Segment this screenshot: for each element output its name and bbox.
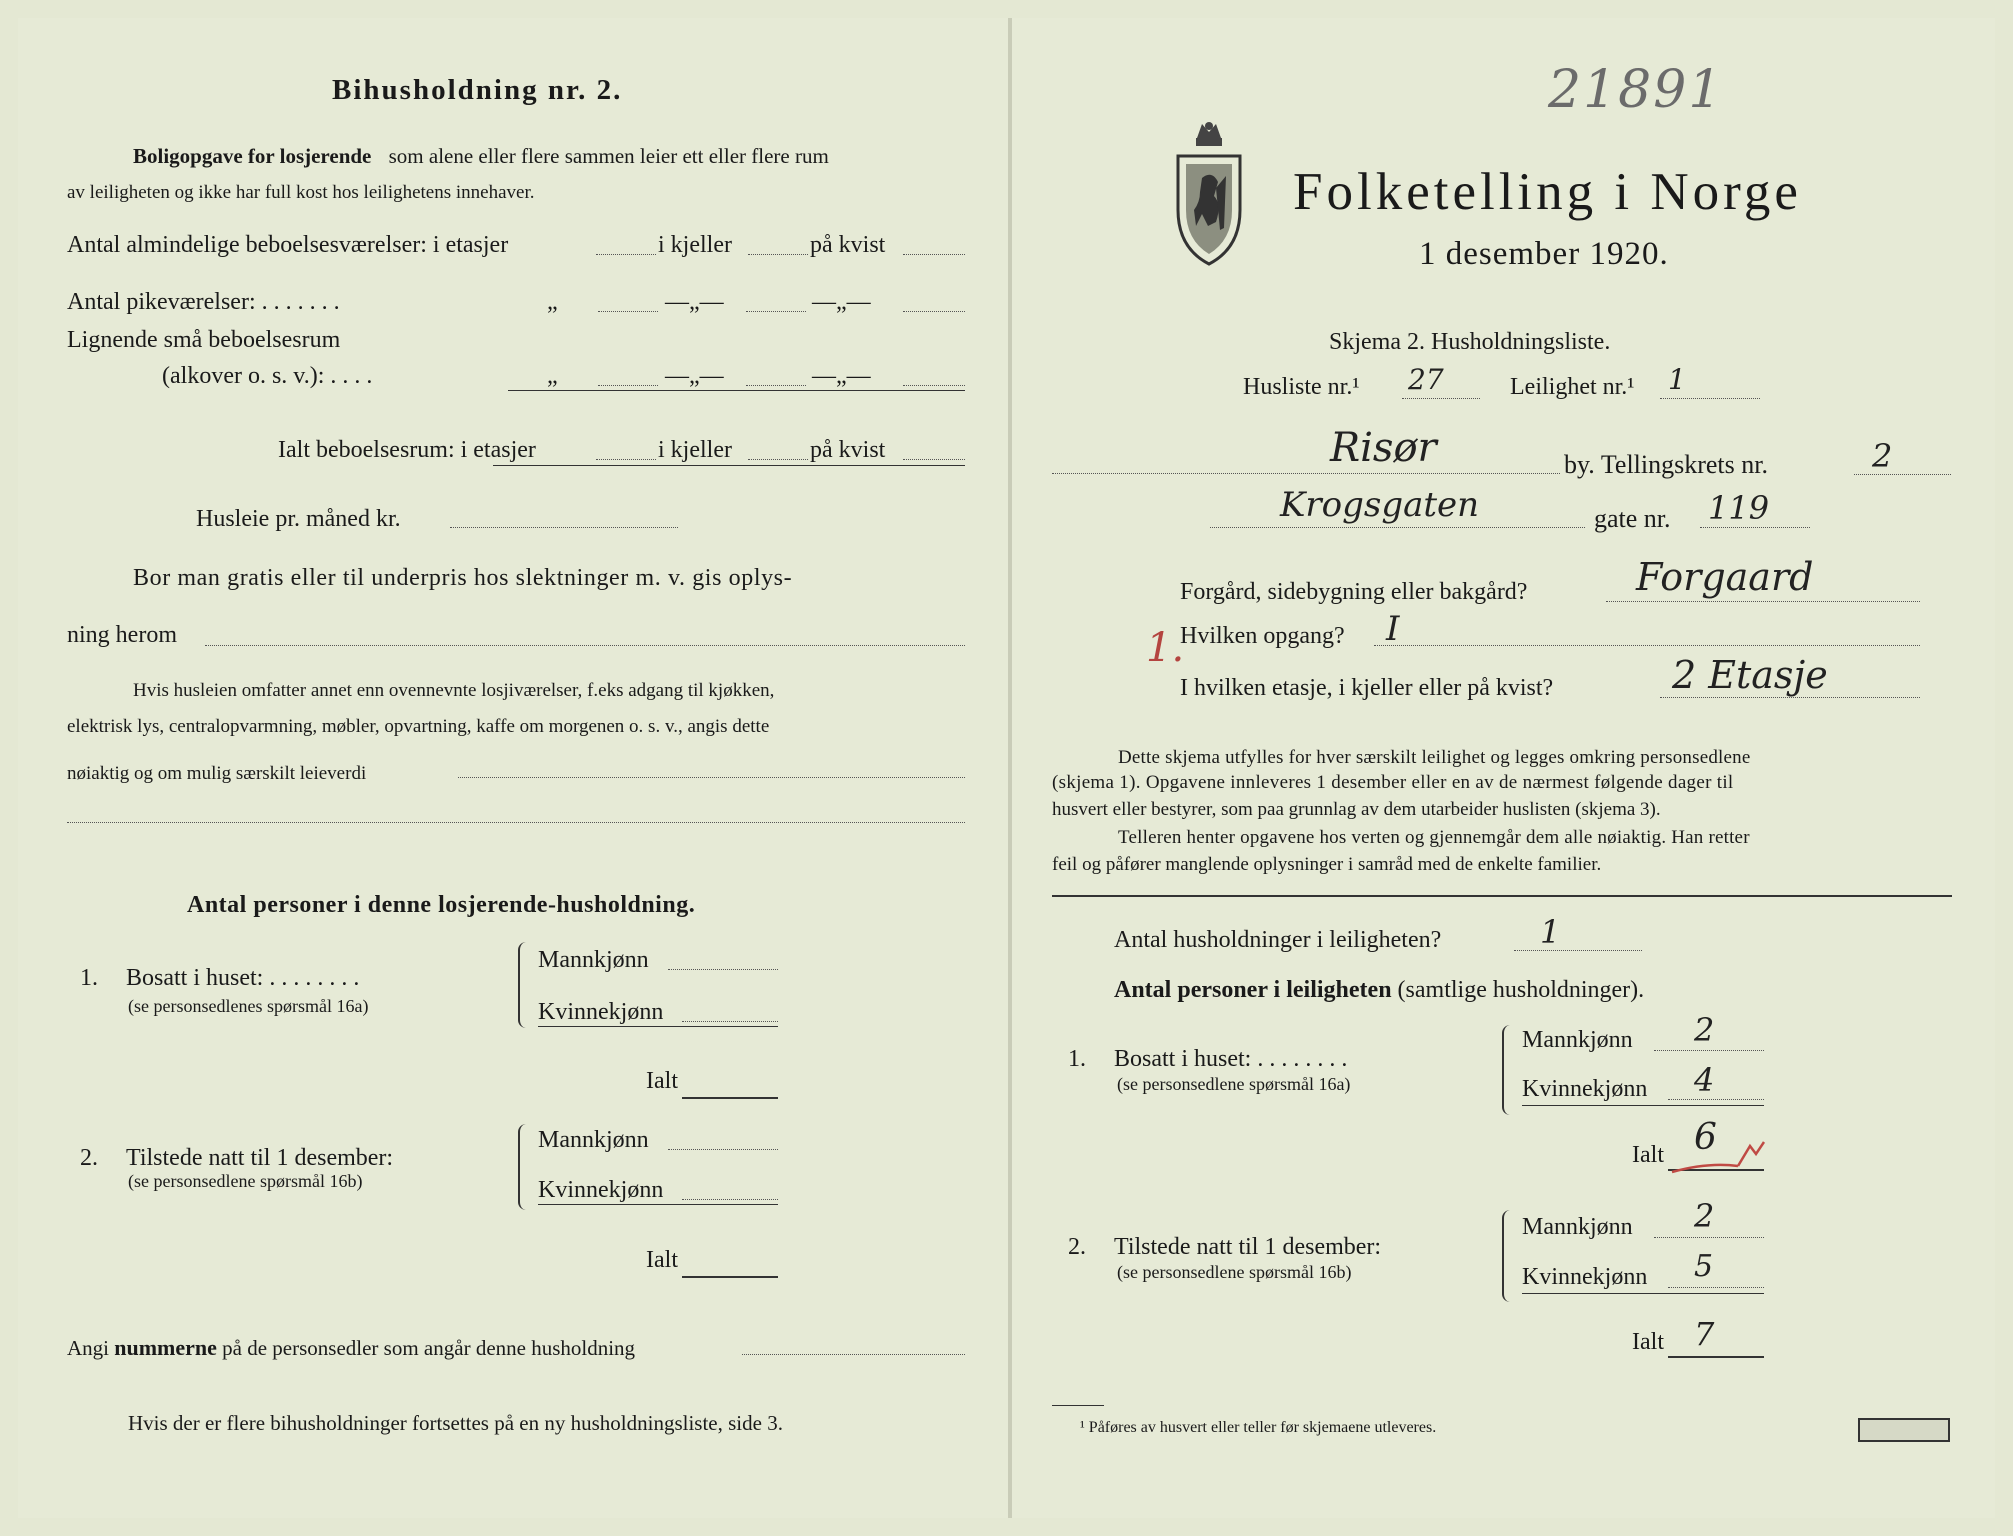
gate-value: 119 [1708, 489, 1770, 527]
row3-ditto-2: —„— [665, 363, 724, 389]
intro-line-1 [133, 146, 829, 167]
left-q1-m-line [668, 969, 778, 970]
row1-kjeller: i kjeller [658, 232, 732, 258]
included-line-3-dots [458, 777, 965, 778]
left-q2-brace [518, 1124, 534, 1210]
red-correction-mark [1668, 1140, 1768, 1180]
left-q2-total-label: Ialt [646, 1247, 678, 1273]
right-q1-brace [1502, 1025, 1518, 1115]
free-line [205, 645, 965, 646]
left-q1-k-label: Kvinnekjønn [538, 999, 664, 1025]
printer-mark-icon [1858, 1418, 1950, 1442]
free-line-2: ning herom [67, 622, 177, 648]
right-q1-label: Bosatt i huset: . . . . . . . . [1114, 1046, 1348, 1072]
right-q2-k-label: Kvinnekjønn [1522, 1264, 1648, 1290]
by-label: by. Tellingskrets nr. [1564, 450, 1769, 479]
husholdninger-label: Antal husholdninger i leiligheten? [1114, 927, 1442, 953]
left-q1-label: Bosatt i huset: . . . . . . . . [126, 965, 360, 991]
right-q2-m-value: 2 [1694, 1197, 1715, 1235]
opgang-line [1374, 645, 1920, 646]
row4-kjeller-line [748, 459, 808, 460]
right-q2-total-line [1668, 1356, 1764, 1358]
left-title: Bihusholdning nr. 2. [332, 74, 623, 106]
row3-label-2: (alkover o. s. v.): . . . . [162, 363, 373, 389]
instruction-line-3: husvert eller bestyrer, som paa grunnlag av dem utarbeider huslisten (skjema 3). [1052, 799, 1661, 820]
right-q2-total-value: 7 [1694, 1315, 1715, 1353]
row2-line-3 [903, 311, 965, 312]
gate-label: gate nr. [1594, 504, 1671, 533]
row2-line-2 [746, 311, 806, 312]
rent-line [450, 527, 678, 528]
gate-line [1700, 527, 1810, 528]
left-q1-brace [518, 942, 534, 1028]
rent-label: Husleie pr. måned kr. [196, 506, 401, 532]
margin-mark: 1. [1146, 625, 1185, 671]
row2-ditto-1: „ [547, 289, 558, 315]
right-title: Folketelling i Norge [1293, 163, 1802, 221]
left-q2-m-line [668, 1149, 778, 1150]
right-q1-k-label: Kvinnekjønn [1522, 1076, 1648, 1102]
row1-label: Antal almindelige beboelsesværelser: i etasjer [67, 232, 509, 258]
included-extra-line [67, 822, 965, 823]
right-q2-total-label: Ialt [1632, 1329, 1664, 1355]
left-q1-m-label: Mannkjønn [538, 947, 649, 973]
row4-kvist: på kvist [810, 437, 886, 463]
row3-line-2 [746, 385, 806, 386]
intro-rest-1: som alene eller flere sammen leier ett eller flere rum [388, 144, 829, 168]
row4-label: Ialt beboelsesrum: i etasjer [278, 437, 536, 463]
city-line [1052, 473, 1560, 474]
left-q1-sub: (se personsedlenes spørsmål 16a) [128, 996, 369, 1016]
right-q2-rule [1522, 1293, 1764, 1294]
intro-line-2: av leiligheten og ikke har full kost hos leilighetens innehaver. [67, 182, 535, 203]
footnote: ¹ Påføres av husvert eller teller før skjemaene utleveres. [1080, 1419, 1437, 1436]
husliste-label: Husliste nr.¹ [1243, 374, 1360, 400]
right-persons-title [1114, 978, 1644, 1002]
opgang-label: Hvilken opgang? [1180, 623, 1345, 649]
left-q2-label: Tilstede natt til 1 desember: [126, 1145, 394, 1171]
left-persons-title: Antal personer i denne losjerende-husholdning. [187, 892, 696, 918]
included-line-3: nøiaktig og om mulig særskilt leieverdi [67, 763, 367, 784]
left-q1-number: 1. [80, 965, 98, 991]
right-persons-bold: Antal personer i leiligheten [1114, 977, 1392, 1003]
row2-label: Antal pikeværelser: . . . . . . . [67, 289, 340, 315]
numbers-bold: nummerne [114, 1335, 217, 1360]
right-q2-label: Tilstede natt til 1 desember: [1114, 1234, 1382, 1260]
krets-line [1854, 474, 1951, 475]
right-q1-rule [1522, 1105, 1764, 1106]
left-q1-rule [538, 1026, 778, 1027]
right-q1-k-line [1668, 1099, 1764, 1100]
leilighet-line [1660, 398, 1760, 399]
left-q2-m-label: Mannkjønn [538, 1127, 649, 1153]
right-q1-m-line [1654, 1050, 1764, 1051]
instruction-rule [1052, 895, 1952, 897]
left-q2-number: 2. [80, 1145, 98, 1171]
row2-line-1 [598, 311, 658, 312]
forgard-label: Forgård, sidebygning eller bakgård? [1180, 579, 1528, 605]
row4-kjeller: i kjeller [658, 437, 732, 463]
right-q2-k-value: 5 [1694, 1249, 1714, 1284]
left-q2-total-line [682, 1276, 778, 1278]
husholdninger-value: 1 [1540, 913, 1561, 951]
right-q1-m-value: 2 [1694, 1011, 1715, 1049]
husliste-line [1402, 398, 1480, 399]
right-persons-rest: (samtlige husholdninger). [1397, 977, 1645, 1003]
schema-label: Skjema 2. Husholdningsliste. [1329, 329, 1611, 355]
right-q1-m-label: Mannkjønn [1522, 1027, 1633, 1053]
left-q2-k-line [682, 1199, 778, 1200]
husliste-value: 27 [1408, 363, 1444, 396]
right-q2-m-line [1654, 1237, 1764, 1238]
intro-bold: Boligopgave for losjerende [133, 144, 372, 168]
included-line-2: elektrisk lys, centralopvarmning, møbler, opvartning, kaffe om morgenen o. s. v., angis dette [67, 716, 770, 737]
footnote-rule [1052, 1405, 1104, 1406]
etasje-label: I hvilken etasje, i kjeller eller på kvist? [1180, 675, 1554, 701]
row4-underline [493, 465, 965, 466]
leilighet-value: 1 [1668, 363, 1686, 396]
left-q2-k-label: Kvinnekjønn [538, 1177, 664, 1203]
right-q2-m-label: Mannkjønn [1522, 1214, 1633, 1240]
row3-line-3 [903, 385, 965, 386]
right-date: 1 desember 1920. [1419, 236, 1669, 272]
coat-of-arms-icon [1172, 118, 1246, 268]
right-q1-k-value: 4 [1694, 1061, 1715, 1099]
included-line-1: Hvis husleien omfatter annet enn ovennevnte losjiværelser, f.eks adgang til kjøkken, [133, 680, 775, 701]
street-line [1210, 527, 1585, 528]
row2-ditto-2: —„— [665, 289, 724, 315]
numbers-line [67, 1337, 635, 1359]
right-q1-total-value: 6 [1694, 1117, 1717, 1158]
etasje-line [1660, 697, 1920, 698]
city-value: Risør [1330, 425, 1437, 471]
right-q1-sub: (se personsedlene spørsmål 16a) [1117, 1074, 1351, 1094]
free-line-1: Bor man gratis eller til underpris hos slektninger m. v. gis oplys- [133, 565, 793, 591]
etasje-value: 2 Etasje [1672, 653, 1828, 697]
archive-stamp-number: 21891 [1548, 60, 1724, 120]
forgard-line [1606, 601, 1920, 602]
husholdninger-line [1514, 950, 1642, 951]
row2-ditto-3: —„— [812, 289, 871, 315]
row3-line-1 [598, 385, 658, 386]
left-footer: Hvis der er flere bihusholdninger fortsettes på en ny husholdningsliste, side 3. [128, 1411, 783, 1435]
row4-kvist-line [903, 459, 965, 460]
instruction-line-4: Telleren henter opgavene hos verten og gjennemgår dem alle nøiaktig. Han retter [1118, 827, 1750, 848]
right-q1-number: 1. [1068, 1046, 1086, 1072]
leilighet-label: Leilighet nr.¹ [1510, 374, 1635, 400]
opgang-value: I [1386, 609, 1400, 649]
numbers-answer-line [742, 1354, 965, 1355]
row3-ditto-3: —„— [812, 363, 871, 389]
left-q1-k-line [682, 1021, 778, 1022]
right-q1-total-label: Ialt [1632, 1142, 1664, 1168]
row1-etasjer-line [596, 254, 656, 255]
instruction-line-1: Dette skjema utfylles for hver særskilt leilighet og legges omkring personsedlene [1118, 747, 1751, 768]
krets-value: 2 [1872, 437, 1893, 475]
right-q2-number: 2. [1068, 1234, 1086, 1260]
instruction-line-2: (skjema 1). Opgavene innleveres 1 desember eller en av de nærmest følgende dager til [1052, 772, 1734, 793]
right-q2-sub: (se personsedlene spørsmål 16b) [1117, 1262, 1352, 1282]
row1-kvist-line [903, 254, 965, 255]
row3-ditto-1: „ [547, 363, 558, 389]
left-q1-total-label: Ialt [646, 1068, 678, 1094]
right-q2-k-line [1668, 1287, 1764, 1288]
left-q1-total-line [682, 1097, 778, 1099]
row1-kjeller-line [748, 254, 808, 255]
numbers-post: på de personsedler som angår denne husholdning [222, 1336, 636, 1360]
row1-kvist: på kvist [810, 232, 886, 258]
row3-underline [508, 390, 965, 391]
left-q2-sub: (se personsedlene spørsmål 16b) [128, 1171, 363, 1191]
numbers-pre: Angi [67, 1336, 109, 1360]
row4-etasjer-line [596, 459, 656, 460]
instruction-line-5: feil og påfører manglende oplysninger i samråd med de enkelte familier. [1052, 854, 1602, 875]
left-q2-rule [538, 1204, 778, 1205]
street-value: Krogsgaten [1280, 485, 1480, 525]
row3-label-1: Lignende små beboelsesrum [67, 327, 341, 353]
right-q2-brace [1502, 1210, 1518, 1302]
forgard-value: Forgaard [1636, 555, 1814, 599]
